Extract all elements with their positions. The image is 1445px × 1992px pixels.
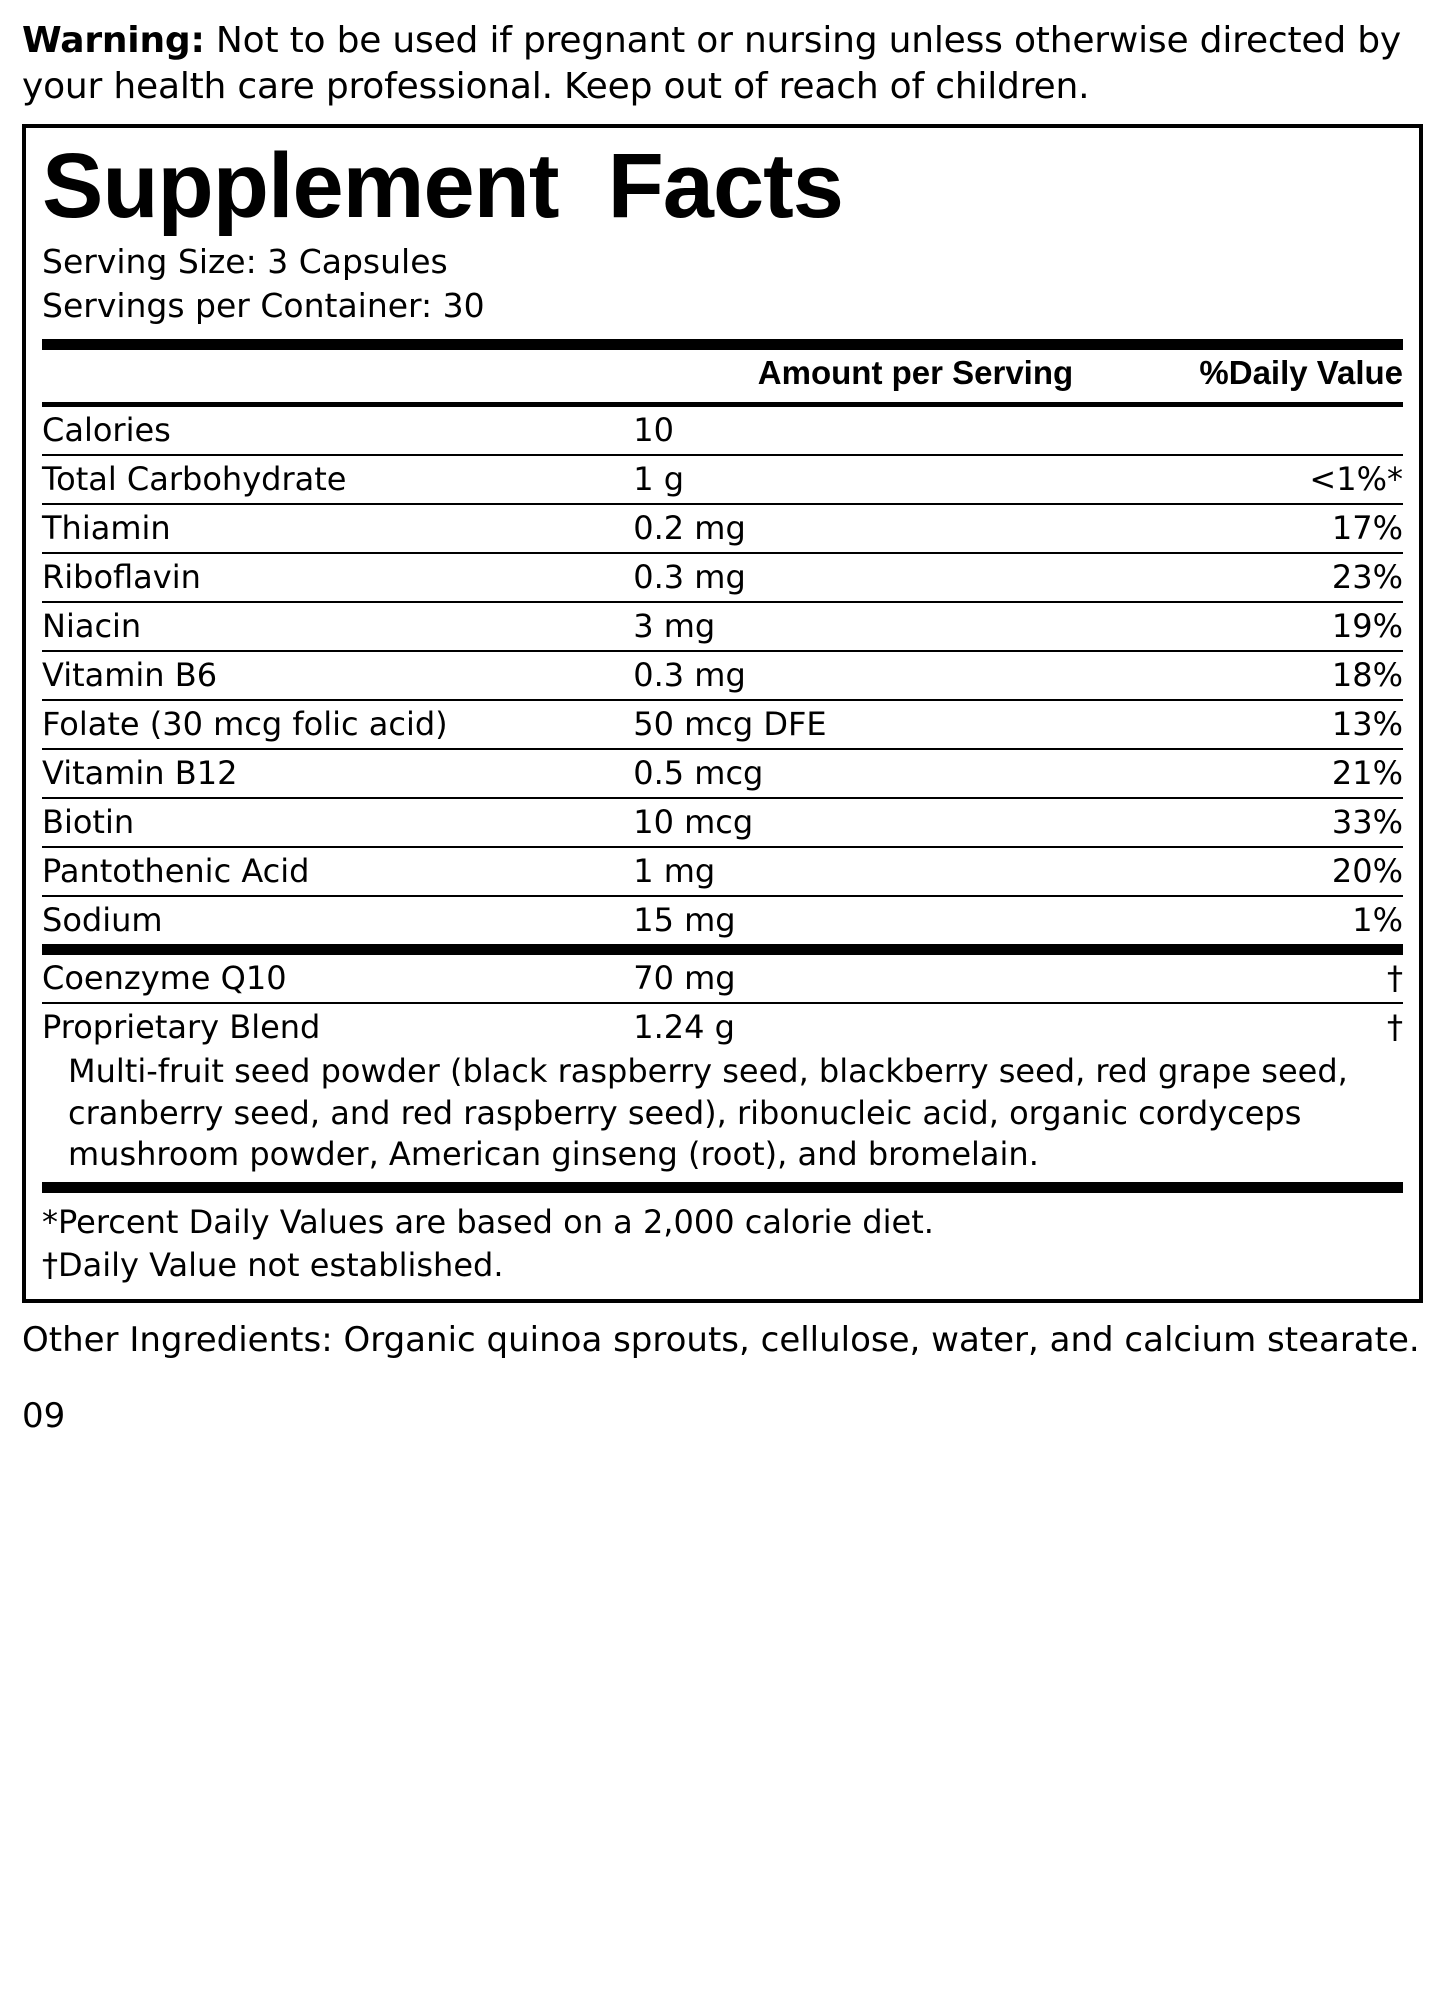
row-amount: 50 mcg DFE [627,700,1117,749]
warning-label: Warning: [22,20,205,61]
header-amount: Amount per Serving [757,354,1074,392]
row-amount: 3 mg [627,602,1117,651]
header-name [42,350,627,405]
row-name: Total Carbohydrate [42,455,627,504]
table-row [42,1003,1403,1051]
row-daily-value: <1%* [1117,455,1403,504]
divider-thick-top [42,339,1403,350]
table-row [42,798,1403,847]
row-amount: 1 mg [627,847,1117,896]
table-row [42,602,1403,651]
row-name: Niacin [42,602,627,651]
row-daily-value: † [1387,959,1403,998]
table-row [42,896,1403,950]
row-daily-value: 17% [1117,504,1403,553]
row-amount: 15 mg [627,896,1117,950]
table-row [42,405,1403,456]
row-daily-value: 33% [1117,798,1403,847]
footnote-daily-value: *Percent Daily Values are based on a 2,000 calorie diet. [42,1203,934,1242]
row-daily-value: 18% [1117,651,1403,700]
row-name: Sodium [42,896,627,950]
table-row [42,455,1403,504]
row-daily-value [1117,405,1403,456]
row-amount: 10 [627,405,1117,456]
row-name: Vitamin B6 [42,651,627,700]
row-name: Folate (30 mcg folic acid) [42,700,627,749]
row-name: Thiamin [42,504,627,553]
panel-title: Supplement Facts [42,135,843,238]
row-amount: 70 mg [633,959,736,998]
table-header-row [42,350,1403,405]
table-row [42,955,1403,1003]
supplement-facts-panel [22,124,1423,1303]
row-name: Proprietary Blend [42,1003,627,1051]
table-row [42,651,1403,700]
row-amount: 10 mcg [627,798,1117,847]
row-amount: 0.3 mg [627,553,1117,602]
serving-size: Serving Size: 3 Capsules [42,242,448,282]
row-amount: 1 g [627,455,1117,504]
row-name: Pantothenic Acid [42,847,627,896]
row-name: Vitamin B12 [42,749,627,798]
row-amount: 0.2 mg [627,504,1117,553]
table-row [42,553,1403,602]
blend-description: Multi-fruit seed powder (black raspberry seed, blackberry seed, red grape seed, cranberry seed, and red raspberry seed), ribonucleic acid, organic cordyceps mushroom powder, American ginseng (root), and bromelain. [68,1052,1348,1174]
warning-body: Not to be used if pregnant or nursing unless otherwise directed by your health care professional. Keep out of reach of children. [22,20,1402,108]
table-row [42,847,1403,896]
row-daily-value: 1% [1117,896,1403,950]
row-daily-value: 19% [1117,602,1403,651]
row-name: Biotin [42,798,627,847]
footnote-not-established: †Daily Value not established. [42,1245,504,1284]
label-code: 09 [22,1396,66,1437]
row-amount: 0.3 mg [627,651,1117,700]
row-daily-value: 21% [1117,749,1403,798]
row-daily-value: † [1117,1003,1403,1051]
table-row [42,749,1403,798]
servings-per-container: Servings per Container: 30 [42,285,485,325]
warning-text [22,18,1423,110]
row-amount: 0.5 mcg [627,749,1117,798]
other-ingredients: Other Ingredients: Organic quinoa sprouts, cellulose, water, and calcium stearate. [22,1319,1420,1360]
table-row [42,504,1403,553]
row-name: Coenzyme Q10 [42,959,287,998]
row-daily-value: 23% [1117,553,1403,602]
blend-description-row [42,1051,1403,1182]
row-amount: 1.24 g [627,1003,1117,1051]
nutrition-table [42,350,1403,1182]
footnotes [42,1182,1403,1287]
row-name: Calories [42,405,627,456]
header-daily-value: %Daily Value [1199,354,1403,392]
row-name: Riboflavin [42,553,627,602]
row-daily-value: 20% [1117,847,1403,896]
row-daily-value: 13% [1117,700,1403,749]
table-row [42,700,1403,749]
